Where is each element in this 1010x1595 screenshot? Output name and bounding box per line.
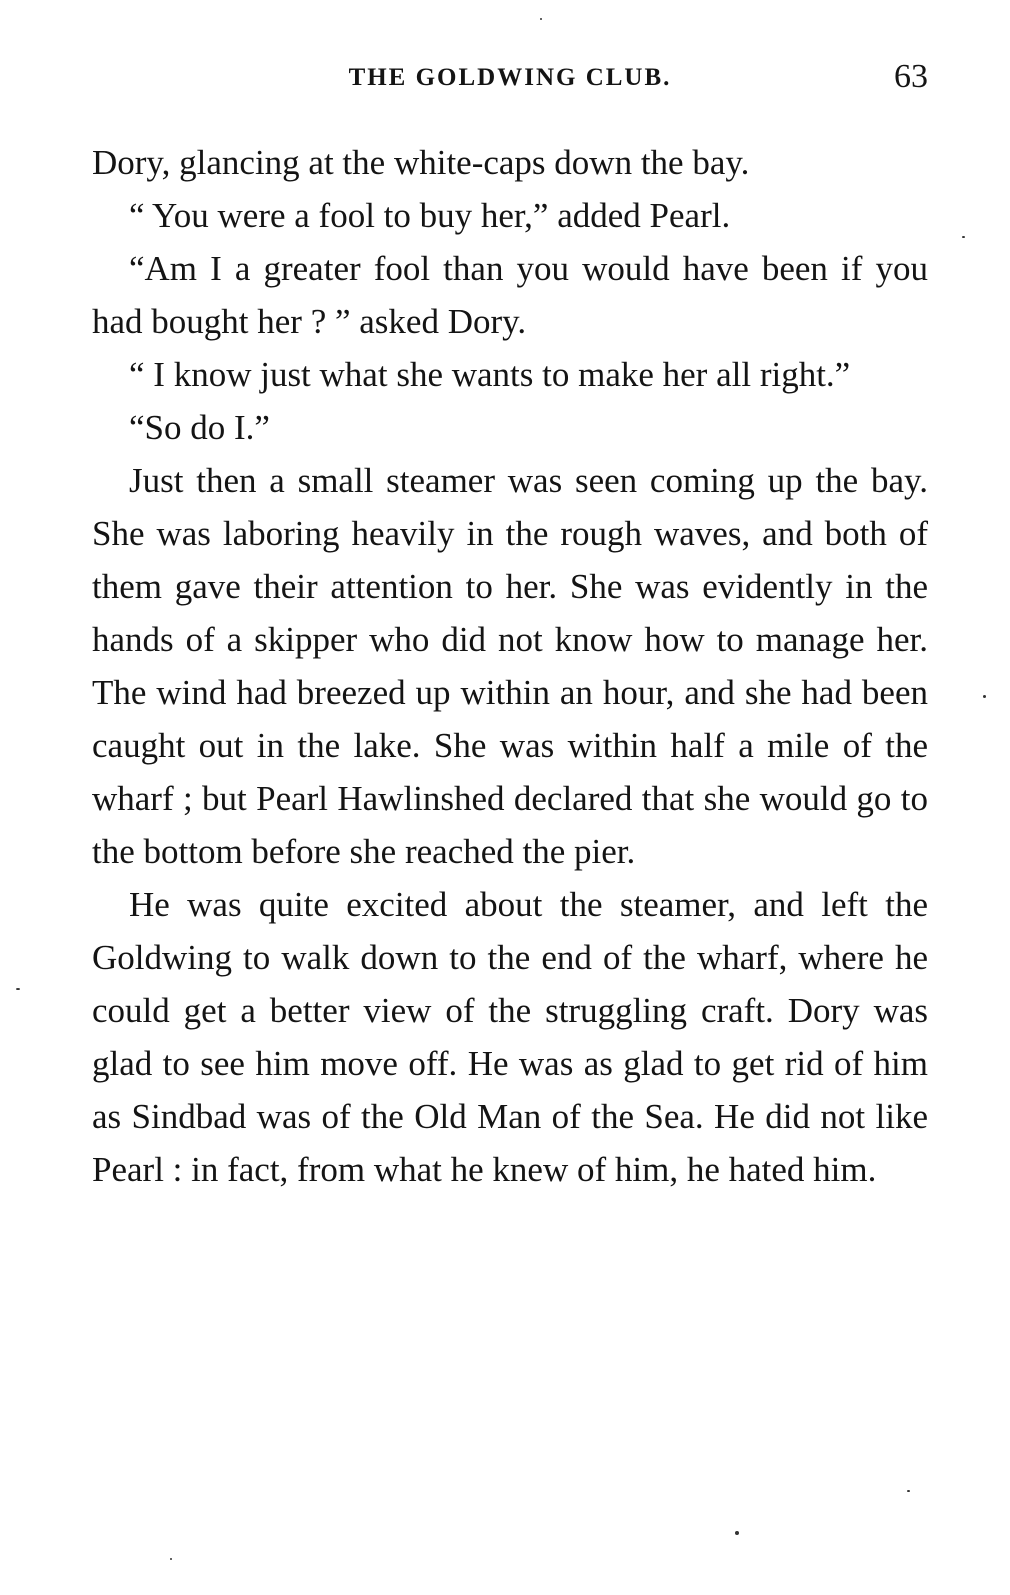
print-speck xyxy=(907,1490,910,1492)
paragraph-dialogue: “Am I a greater fool than you would have been if you had bought her ? ” asked Dory. xyxy=(92,249,928,341)
print-speck xyxy=(16,988,20,990)
paragraph: Just then a small steamer was seen coming up the bay. She was laboring heavily in the rough waves, and both of them gave their attention to her. She was evidently in the hands of a skipper who did not know how to manage her. The wind had breezed up within an hour, and she had been caught out in the lake. She was within half a mile of the wharf ; but Pearl Hawlinshed declared that she would go to the bottom before she reached the pier. xyxy=(92,461,928,871)
print-speck xyxy=(540,18,542,20)
running-head xyxy=(92,58,928,102)
print-speck xyxy=(735,1531,739,1535)
print-speck xyxy=(170,1558,172,1560)
running-title: THE GOLDWING CLUB. xyxy=(348,64,672,91)
print-speck xyxy=(962,236,965,238)
page-number: 63 xyxy=(894,58,928,95)
paragraph: He was quite excited about the steamer, and left the Goldwing to walk down to the end of the wharf, where he could get a better view of the struggling craft. Dory was glad to see him move off. He was as glad to get rid of him as Sindbad was of the Old Man of the Sea. He did not like Pearl : in fact, from what he knew of him, he hated him. xyxy=(92,885,928,1189)
body-text xyxy=(92,136,928,1196)
paragraph-dialogue: “ I know just what she wants to make her all right.” xyxy=(129,355,851,394)
print-speck xyxy=(983,695,986,698)
paragraph-dialogue: “So do I.” xyxy=(129,408,270,447)
paragraph-dialogue: “ You were a fool to buy her,” added Pearl. xyxy=(129,196,731,235)
paragraph-continued: Dory, glancing at the white-caps down the bay. xyxy=(92,143,750,182)
